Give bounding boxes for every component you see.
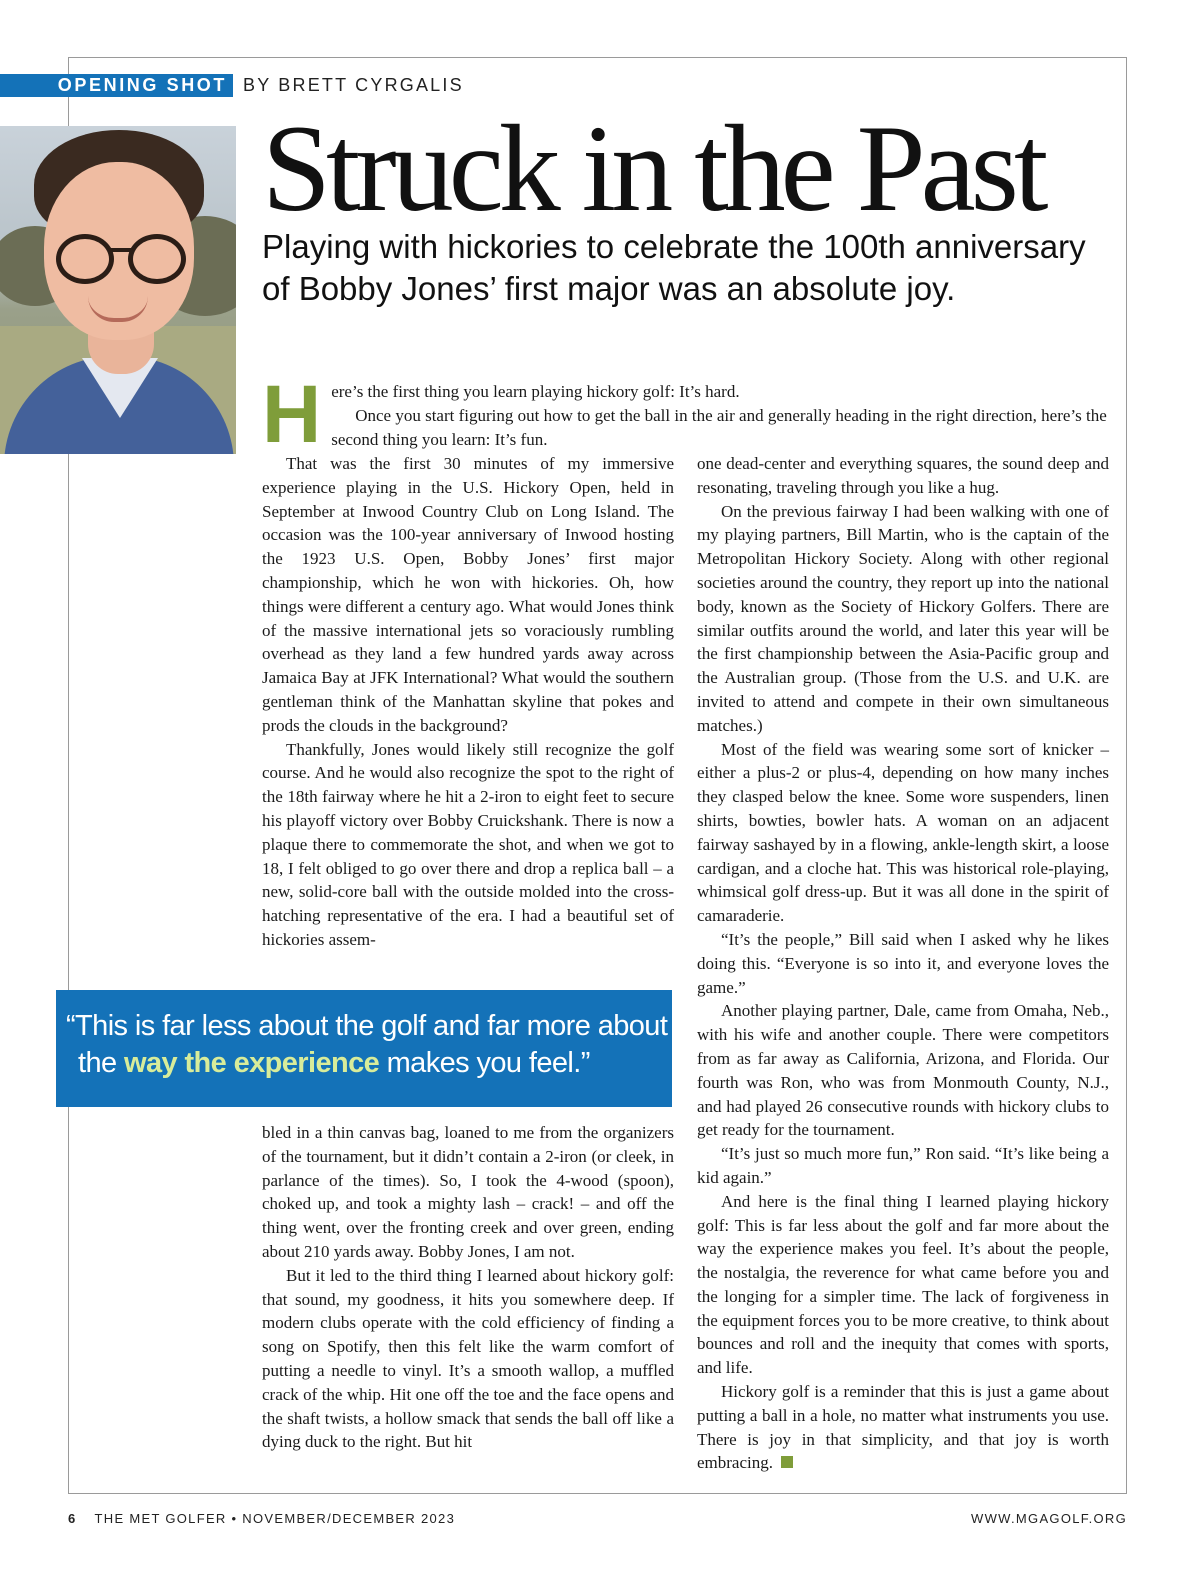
section-tag: OPENING SHOT bbox=[0, 74, 233, 97]
pull-quote-text: the bbox=[78, 1047, 124, 1079]
article-deck: Playing with hickories to celebrate the 100th anniversary of Bobby Jones’ first major was an absolute joy. bbox=[262, 228, 1086, 307]
article-column-2 bbox=[697, 452, 1109, 1475]
website-url: WWW.MGAGOLF.ORG bbox=[971, 1511, 1127, 1526]
pull-quote-text: makes you feel.” bbox=[379, 1047, 590, 1079]
body-paragraph: one dead-center and everything squares, the sound deep and resonating, traveling through you like a hug. bbox=[697, 454, 1109, 497]
end-mark-icon bbox=[781, 1456, 793, 1468]
article-column-1-continued bbox=[262, 1121, 674, 1454]
pull-quote-line: “This is far less about the golf and far more about bbox=[66, 1010, 668, 1042]
publication-info: THE MET GOLFER • NOVEMBER/DECEMBER 2023 bbox=[94, 1511, 456, 1526]
footer-left bbox=[68, 1511, 455, 1526]
body-paragraph: On the previous fairway I had been walking with one of my playing partners, Bill Martin, who is the captain of the Metropolitan Hickory Society. Along with other regional societies around the country, they report up into the national body, known as the Society of Hickory Golfers. There are similar outfits around the world, and later this year will be the first championship between the Asia-Pacific group and the Australian group. (Those from the U.S. and U.K. are invited to attend and compete in their own simultaneous matches.) bbox=[697, 501, 1109, 735]
article-title: Struck in the Past bbox=[262, 100, 1044, 237]
pull-quote-emphasis: way the experience bbox=[123, 1047, 380, 1079]
pull-quote-line bbox=[66, 1045, 662, 1082]
body-paragraph: bled in a thin canvas bag, loaned to me from the organizers of the tournament, but it didn’t contain a 2-iron (or cleek, in parlance of the times). So, I took the 4-wood (spoon), choked up, and took a mighty lash – crack! – and off the thing went, over the fronting creek and over green, ending about 210 yards away. Bobby Jones, I am not. bbox=[262, 1123, 674, 1261]
page-number: 6 bbox=[68, 1511, 77, 1526]
body-paragraph: “It’s the people,” Bill said when I asked why he likes doing this. “Everyone is so into it, and everyone loves the game.” bbox=[697, 929, 1109, 997]
drop-cap: H bbox=[262, 369, 322, 460]
intro-paragraph: ere’s the first thing you learn playing hickory golf: It’s hard. bbox=[331, 382, 740, 401]
body-paragraph: And here is the final thing I learned playing hickory golf: This is far less about the golf and far more about the way the experience makes you feel. It’s about the people, the nostalgia, the reverence for what came before you and the longing for a simpler time. The lack of forgiveness in the equipment forces you to be more creative, to think about bounces and roll and the inequity that comes with sports, and life. bbox=[697, 1191, 1109, 1378]
intro-paragraph: Once you start figuring out how to get the ball in the air and generally heading in the right direction, here’s the second thing you learn: It’s fun. bbox=[331, 405, 1107, 449]
body-paragraph: Another playing partner, Dale, came from Omaha, Neb., with his wife and another couple. There were competitors from as far away as California, Arizona, and Florida. Our fourth was Ron, who was from Monmouth County, N.J., and had played 26 consecutive rounds with hickory clubs to get ready for the tournament. bbox=[697, 1001, 1109, 1140]
pull-quote bbox=[56, 990, 672, 1107]
byline: BY BRETT CYRGALIS bbox=[243, 75, 464, 95]
final-paragraph-text: Hickory golf is a reminder that this is just a game about putting a ball in a hole, no matter what instruments you use. There is joy in that simplicity, and that joy is worth embracing. bbox=[697, 1382, 1109, 1473]
body-paragraph: Thankfully, Jones would likely still recognize the golf course. And he would also recognize the spot to the right of the 18th fairway where he hit a 2-iron to eight feet to secure his playoff victory over Bobby Cruickshank. There is now a plaque there to commemorate the shot, and when we got to 18, I felt obliged to go over there and drop a replica ball – a new, solid-core ball with the outside molded into the cross-hatching representative of the era. I had a beautiful set of hickories assem- bbox=[262, 739, 674, 949]
body-paragraph: That was the first 30 minutes of my immersive experience playing in the U.S. Hickory Open, held in September at Inwood Country Club on Long Island. The occasion was the 100-year anniversary of Inwood hosting the 1923 U.S. Open, Bobby Jones’ first major championship, which he won with hickories. Oh, how things were different a century ago. What would Jones think of the massive international jets so voraciously rumbling overhead as they land a few hundred yards away across Jamaica Bay at JFK International? What would the southern gentleman think of the Manhattan skyline that pokes and prods the clouds in the background? bbox=[262, 454, 674, 735]
article-column-1 bbox=[262, 452, 674, 952]
article-intro bbox=[262, 369, 1112, 460]
body-paragraph: Most of the field was wearing some sort of knicker – either a plus-2 or plus-4, depending on how many inches they clasped below the knee. Some wore suspenders, linen shirts, bowties, bowler hats. A woman on an adjacent fairway sashayed by in a flowing, ankle-length skirt, a loose cardigan, and a cloche hat. This was historical role-playing, whimsical golf dress-up. But it was all done in the spirit of camaraderie. bbox=[697, 739, 1109, 926]
author-photo bbox=[0, 126, 236, 454]
body-paragraph: But it led to the third thing I learned about hickory golf: that sound, my goodness, it hits you somewhere deep. If modern clubs operate with the cold efficiency of finding a song on Spotify, then this felt like the warm comfort of putting a needle to vinyl. It’s a smooth wallop, a muffled crack of the whip. Hit one off the toe and the face opens and the shaft twists, a hollow smack that sends the ball off like a dying duck to the right. But hit bbox=[262, 1265, 674, 1452]
body-paragraph: “It’s just so much more fun,” Ron said. “It’s like being a kid again.” bbox=[697, 1144, 1109, 1187]
body-paragraph bbox=[697, 1380, 1109, 1475]
